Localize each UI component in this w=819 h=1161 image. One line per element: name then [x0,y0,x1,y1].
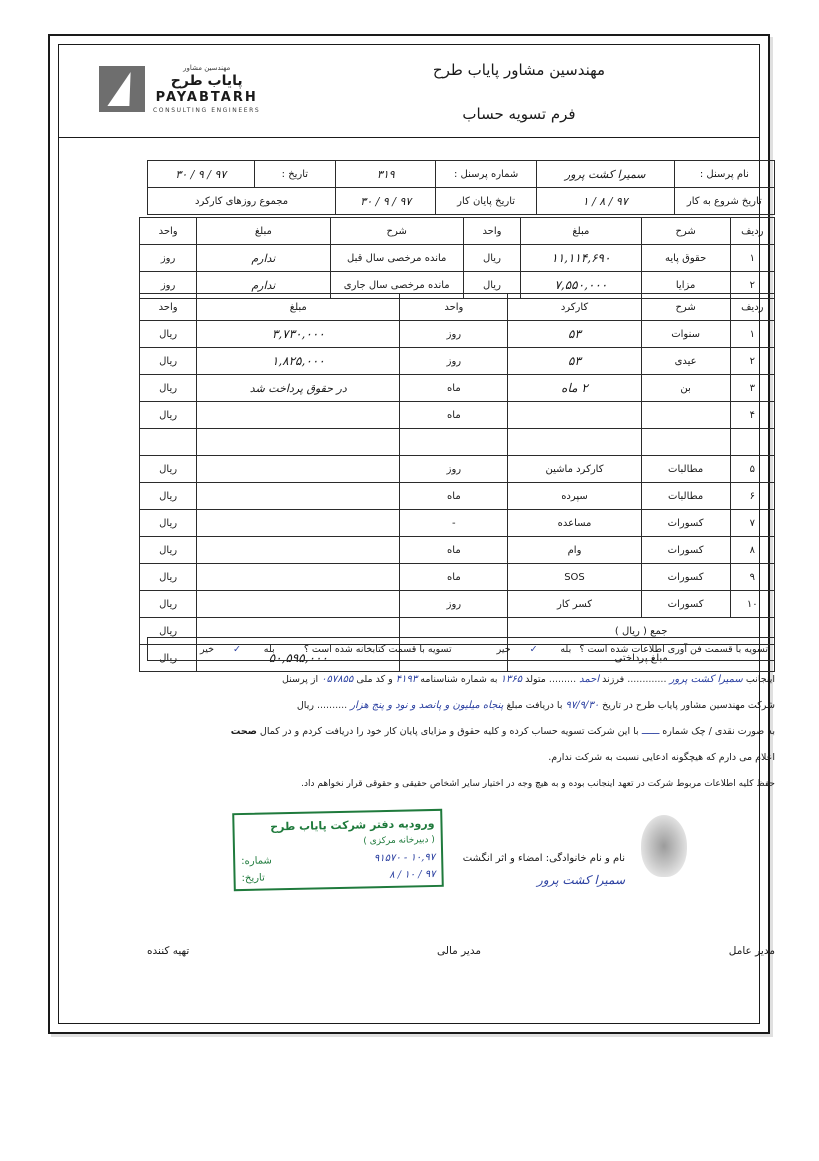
table-row [148,161,775,188]
row-desc: کسورات [641,537,730,564]
row-unit2: ریال [140,564,197,591]
p3-a: به صورت نقدی / چک شماره [662,726,775,737]
stamp-number-value: ۱۰,۹۷ - ۹۱۵۷۰ [373,851,436,865]
row-no: ۶ [730,483,774,510]
p1-father: احمد [579,674,600,685]
document-page [48,34,775,1034]
row-work: مساعده [508,510,641,537]
footer-ceo: مدیر عامل [728,945,775,957]
row-amount-left: ندارم [197,245,330,272]
paid-unit: ریال [140,645,197,672]
footer-signatures [147,945,775,957]
p3-c: صحت [230,726,257,737]
table-row [140,402,775,429]
row-unit: ماه [400,483,508,510]
stamp-line-2: ( دبیرخانه مرکزی ) [363,834,435,847]
declaration-line-2 [147,693,775,719]
personnel-info-table [147,160,775,215]
row-unit2 [140,429,197,456]
row-work: ۲ ماه [508,375,641,402]
end-date-label: تاریخ پایان کار [436,188,536,215]
document-inner-border [58,44,775,1024]
table-row [140,537,775,564]
row-no: ۴ [730,402,774,429]
paid-amount: ۵۰,۵۹۵,۰۰۰ [197,645,400,672]
logo-fa-small: مهندسین مشاور [183,64,231,72]
company-logo [99,57,299,121]
row-desc-right: حقوق پایه [641,245,730,272]
row-desc: مطالبات [641,483,730,510]
declaration-line-1 [147,667,775,693]
row-unit: ماه [400,375,508,402]
table-row-empty [140,429,775,456]
table-row [140,456,775,483]
col-unit-2: واحد [140,294,197,321]
row-amount: ۳,۷۳۰,۰۰۰ [197,321,400,348]
row-amount-right: ۷,۵۵۰,۰۰۰ [521,272,642,299]
table-header-row [140,294,775,321]
declaration-paragraph [147,667,775,797]
row-amount [197,483,400,510]
table-row [140,591,775,618]
row-work: سپرده [508,483,641,510]
p3-b: با این شرکت تسویه حساب کرده و کلیه حقوق و مزایای پایان کار خود را دریافت کردم و در کمال [259,726,639,737]
start-date-label: تاریخ شروع به کار [674,188,774,215]
document-header [59,45,759,138]
row-work: کسر کار [508,591,641,618]
p2-b: با دریافت مبلغ [506,700,563,711]
footer-prepared-by: تهیه کننده [147,945,190,957]
table-row [140,245,775,272]
stamp-number-label: شماره: [241,855,272,868]
row-desc: عیدی [641,348,730,375]
row-no: ۱ [730,245,774,272]
dots: ......... [548,674,577,685]
row-amount [197,591,400,618]
p1-e: و کد ملی [356,674,393,685]
row-work: SOS [508,564,641,591]
end-date-value: ۹۷ / ۹ / ۳۰ [336,188,436,215]
library-yes-label[interactable]: بله [263,643,275,655]
row-unit: ماه [400,402,508,429]
row-unit-right: ریال [463,272,520,299]
it-yes-check: ✓ [529,643,538,655]
company-title: مهندسین مشاور پایاب طرح [432,61,606,79]
row-work: ۵۳ [508,348,641,375]
row-unit2: ریال [140,510,197,537]
row-unit2: ریال [140,375,197,402]
row-no: ۸ [730,537,774,564]
row-work: ۵۳ [508,321,641,348]
row-no: ۹ [730,564,774,591]
p2-date: ۹۷/۹/۳۰ [565,700,600,711]
row-unit2: ریال [140,321,197,348]
row-unit-right: ریال [463,245,520,272]
library-question-label: تسویه با قسمت کتابخانه شده است ؟ [303,643,452,655]
row-unit2: ریال [140,402,197,429]
row-amount-left: ندارم [197,272,330,299]
logo-text [153,64,260,114]
it-question-label: تسویه با قسمت فن آوری اطلاعات شده است ؟ [579,643,768,655]
row-amount [197,510,400,537]
table-row [140,375,775,402]
paid-label: مبلغ پرداختی [508,645,775,672]
it-yes-label[interactable]: بله [560,643,572,655]
row-no: ۱۰ [730,591,774,618]
row-unit: ماه [400,537,508,564]
row-desc: کسورات [641,591,730,618]
signature-area [147,805,775,925]
table-row [140,348,775,375]
row-no: ۲ [730,272,774,299]
row-desc [641,402,730,429]
row-unit: روز [400,348,508,375]
sum-unit: ریال [140,618,197,645]
row-desc-left: مانده مرخصی سال جاری [330,272,463,299]
row-desc-right: مزایا [641,272,730,299]
row-unit2: ریال [140,591,197,618]
personnel-no-value: ۳۱۹ [336,161,436,188]
row-amount: در حقوق پرداخت شد [197,375,400,402]
row-unit: روز [400,321,508,348]
fingerprint-icon [641,815,687,877]
row-work: کارکرد ماشین [508,456,641,483]
p1-name: سمیرا کشت پرور [669,674,743,685]
row-no: ۷ [730,510,774,537]
table-row [140,321,775,348]
col-row-no: ردیف [730,294,774,321]
table-header-row [140,218,775,245]
logo-en-small: CONSULTING ENGINEERS [153,106,261,114]
row-desc: مطالبات [641,456,730,483]
row-unit: روز [400,456,508,483]
row-desc [641,429,730,456]
logo-mark-icon [99,66,145,112]
name-label: نام پرسنل : [674,161,774,188]
table-row [148,638,775,661]
office-stamp [232,809,444,891]
row-work [508,429,641,456]
row-desc: بن [641,375,730,402]
signature-label: نام و نام خانوادگی: امضاء و اثر انگشت [462,853,625,864]
sum-label: جمع ( ریال ) [508,618,775,645]
confirmation-row [147,637,775,661]
total-days-label: مجموع روزهای کارکرد [148,188,336,215]
col-amount-left: مبلغ [197,218,330,245]
stamp-date-label: تاریخ: [241,872,265,885]
row-desc: سنوات [641,321,730,348]
row-amount-right: ۱۱,۱۱۴,۶۹۰ [521,245,642,272]
date-value: ۹۷ / ۹ / ۳۰ [148,161,255,188]
library-yes-check: ✓ [232,643,241,655]
col-unit-right: واحد [463,218,520,245]
col-work: کارکرد [508,294,641,321]
it-no-label[interactable]: خیر [496,643,511,655]
p2-amount: پنجاه میلیون و پانصد و نود و پنج هزار [350,700,504,711]
personnel-no-label: شماره پرسنل : [436,161,536,188]
logo-fa: پایاب طرح [170,72,243,89]
col-amount: مبلغ [197,294,400,321]
row-amount [197,402,400,429]
row-unit2: ریال [140,348,197,375]
row-amount [197,537,400,564]
col-unit: واحد [400,294,508,321]
p2-c: ریال [296,700,314,711]
table-row [140,483,775,510]
row-unit2: ریال [140,537,197,564]
row-work [508,402,641,429]
row-no: ۱ [730,321,774,348]
row-amount [197,429,400,456]
name-value: سمیرا کشت پرور [536,161,674,188]
logo-en: PAYABTARH [155,90,258,106]
stamp-line-1: ورودیه دفتر شرکت پایاب طرح [269,816,435,834]
col-amount-right: مبلغ [521,218,642,245]
col-description: شرح [641,294,730,321]
row-unit: - [400,510,508,537]
p1-id: ۴۱۹۳ [395,674,418,685]
row-unit: روز [400,591,508,618]
p1-birth: ۱۳۶۵ [500,674,523,685]
date-label: تاریخ : [254,161,336,188]
row-amount: ۱,۸۲۵,۰۰۰ [197,348,400,375]
start-date-value: ۹۷ / ۸ / ۱ [536,188,674,215]
settlement-table [139,293,775,672]
dots: .......... [316,700,348,711]
table-row [140,564,775,591]
p1-a: اینجانب [745,674,775,685]
salary-leave-table [139,217,775,299]
p1-c: متولد [525,674,546,685]
stamp-date-value: ۹۷ / ۱۰ / ۸ [389,868,436,881]
p3-num: ــــــ [641,726,660,737]
row-no: ۲ [730,348,774,375]
declaration-line-4: اعلام می دارم که هیچگونه ادعایی نسبت به شرکت ندارم. [548,752,775,763]
row-no: ۵ [730,456,774,483]
row-unit [400,429,508,456]
row-unit2: ریال [140,456,197,483]
dots: ............. [627,674,667,685]
col-desc-right: شرح [641,218,730,245]
header-titles [309,61,729,123]
declaration-line-3 [147,719,775,745]
signature-handwriting: سمیرا کشت پرور [537,873,625,887]
row-no [730,429,774,456]
col-unit-left: واحد [140,218,197,245]
table-row [140,510,775,537]
footer-finance-manager: مدیر مالی [437,945,481,957]
row-no: ۳ [730,375,774,402]
row-work: وام [508,537,641,564]
row-desc: کسورات [641,510,730,537]
p1-b: فرزند [602,674,625,685]
row-unit-left: روز [140,245,197,272]
library-no-label[interactable]: خیر [199,643,214,655]
row-desc-left: مانده مرخصی سال قبل [330,245,463,272]
form-title: فرم تسویه حساب [462,105,576,123]
row-unit-left: روز [140,272,197,299]
p1-d: به شماره شناسنامه [420,674,498,685]
row-amount [197,564,400,591]
row-desc: کسورات [641,564,730,591]
col-row-no: ردیف [730,218,774,245]
row-amount [197,456,400,483]
row-unit: ماه [400,564,508,591]
declaration-line-5: حفظ کلیه اطلاعات مربوط شرکت در تعهد اینجانب بوده و به هیچ وجه در اختیار سایر اشخاص حقیقی و حقوقی قرار نخواهم داد. [301,779,775,789]
p1-f: از پرسنل [281,674,319,685]
table-row [148,188,775,215]
p1-nid: ۰۵۷۸۵۵ [321,674,354,685]
row-unit2: ریال [140,483,197,510]
col-desc-left: شرح [330,218,463,245]
p2-a: شرکت مهندسین مشاور پایاب طرح در تاریخ [602,700,775,711]
